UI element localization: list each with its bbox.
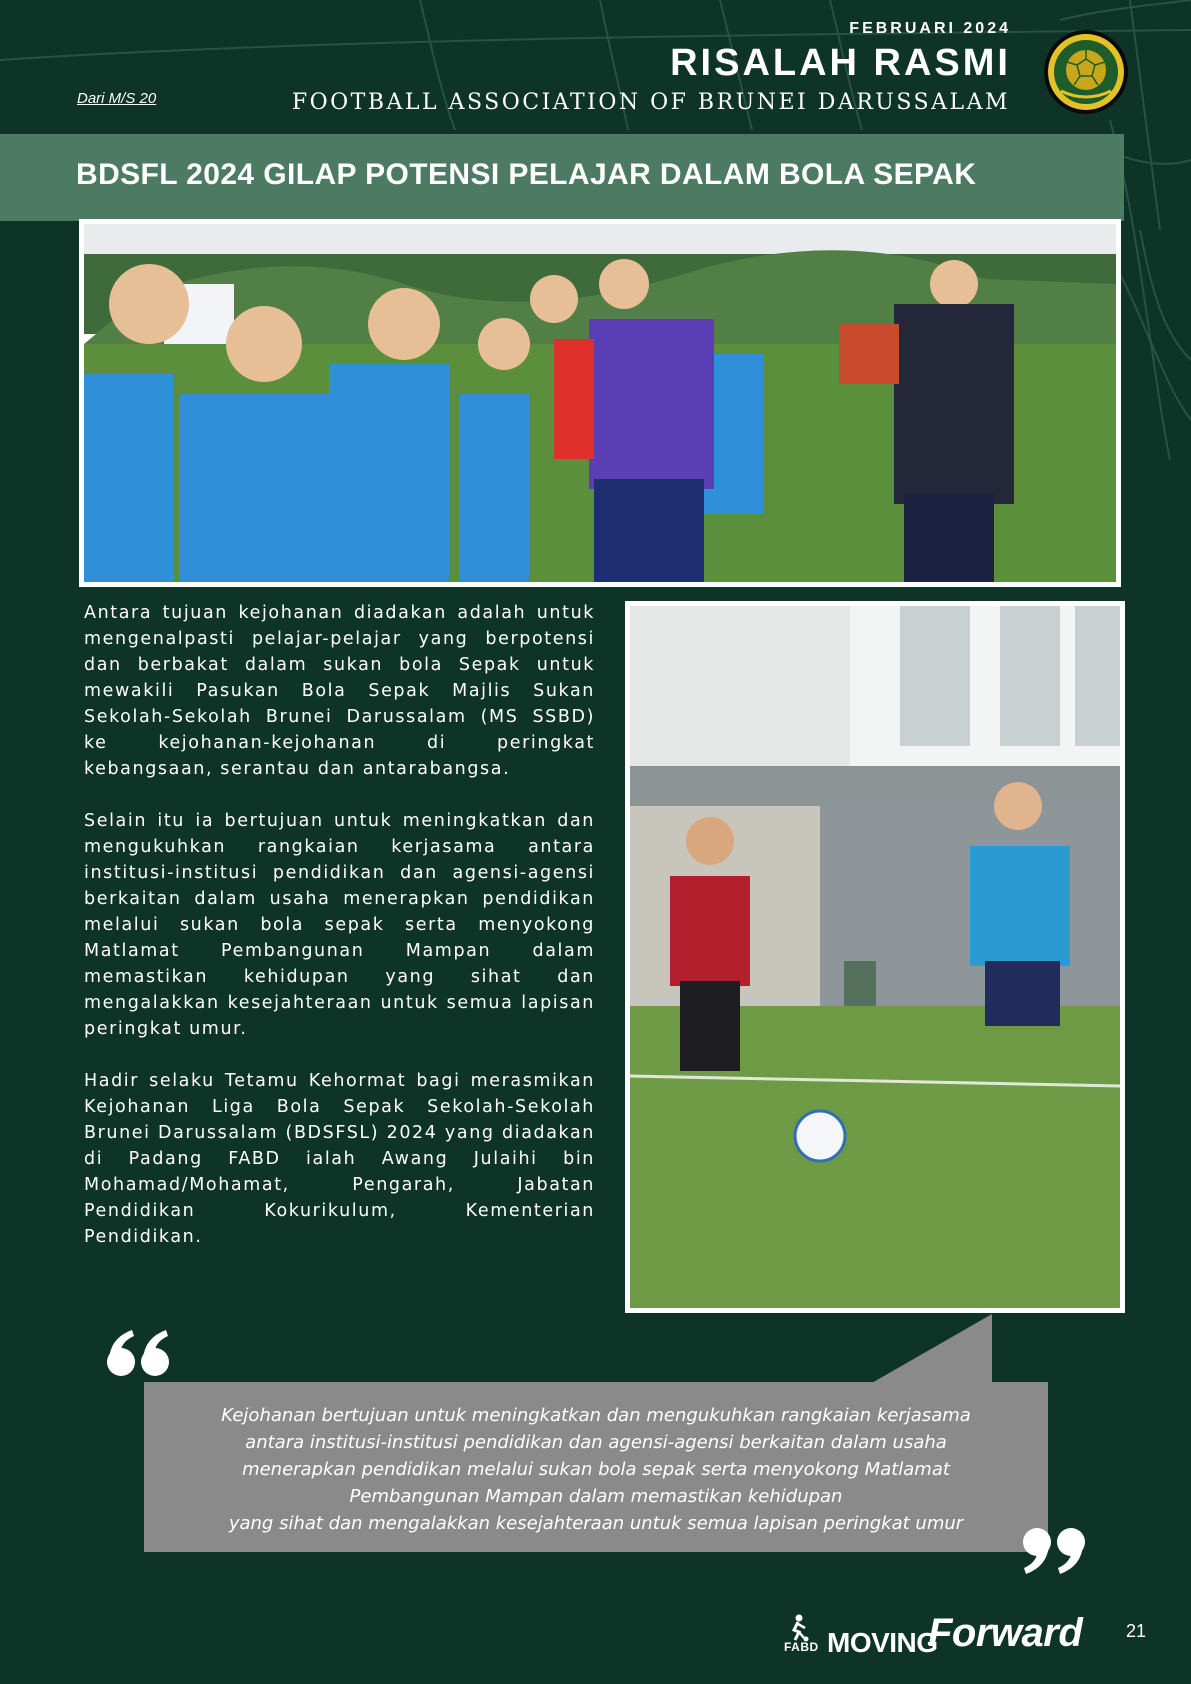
footer-fabd-text: FABD <box>784 1640 819 1654</box>
footballer-icon <box>787 1614 809 1642</box>
page-number: 21 <box>1126 1621 1147 1641</box>
body-paragraph: Antara tujuan kejohanan diadakan adalah untuk mengenalpasti pelajar-pelajar yang berpotensi dan berbakat dalam sukan bola Sepak untuk mewakili Pasukan Bola Sepak Majlis Sukan Sekolah-Sekolah Brunei Darussalam (MS SSBD) ke kejohanan-kejohanan di peringkat kebangsaan, serantau dan antarabangsa. <box>84 603 595 779</box>
photo-match-action <box>625 601 1125 1313</box>
photo-handshake-line <box>79 219 1121 587</box>
issue-date: FEBRUARI 2024 <box>849 20 1011 37</box>
publication-title: RISALAH RASMI <box>670 42 1011 84</box>
pull-quote-box <box>144 1382 1048 1552</box>
body-paragraph: Selain itu ia bertujuan untuk meningkatkan dan mengukuhkan rangkaian kerjasama antara institusi-institusi pendidikan dan agensi-agensi berkaitan dalam usaha menerapkan pendidikan melalui sukan bola sepak serta menyokong Matlamat Pembangunan Mampan dalam memastikan kehidupan yang sihat dan mengalakkan kesejahteraan untuk semua lapisan peringkat umur. <box>84 811 595 1039</box>
article-headline: BDSFL 2024 GILAP POTENSI PELAJAR DALAM BOLA SEPAK <box>76 158 977 191</box>
open-quote-icon <box>104 1328 174 1378</box>
quote-box-tail <box>870 1314 992 1384</box>
fabd-crest-logo <box>1043 29 1129 115</box>
continued-from-link[interactable]: Dari M/S 20 <box>77 90 157 107</box>
close-quote-icon <box>1018 1526 1088 1576</box>
body-paragraph: Hadir selaku Tetamu Kehormat bagi merasmikan Kejohanan Liga Bola Sepak Sekolah-Sekolah Brunei Darussalam (BDSFSL) 2024 yang diadakan di Padang FABD ialah Awang Julaihi bin Mohamad/Mohamat, Pengarah, Jabatan Pendidikan Kokurikulum, Kementerian Pendidikan. <box>84 1071 595 1247</box>
article-body <box>84 600 595 1276</box>
pull-quote-text: Kejohanan bertujuan untuk meningkatkan dan mengukuhkan rangkaian kerjasama antara institusi-institusi pendidikan dan agensi-agensi berkaitan dalam usaha menerapkan pendidikan melalui sukan bola sepak serta menyokong Matlamat Pembangunan Mampan dalam memastikan kehidupan yang sihat dan mengalakkan kesejahteraan untuk semua lapisan peringkat umur <box>221 1405 971 1534</box>
footer-moving-text: MOVING <box>827 1627 938 1658</box>
organization-name: FOOTBALL ASSOCIATION OF BRUNEI DARUSSALAM <box>291 90 1010 115</box>
footer-forward-text: Forward <box>928 1611 1083 1655</box>
